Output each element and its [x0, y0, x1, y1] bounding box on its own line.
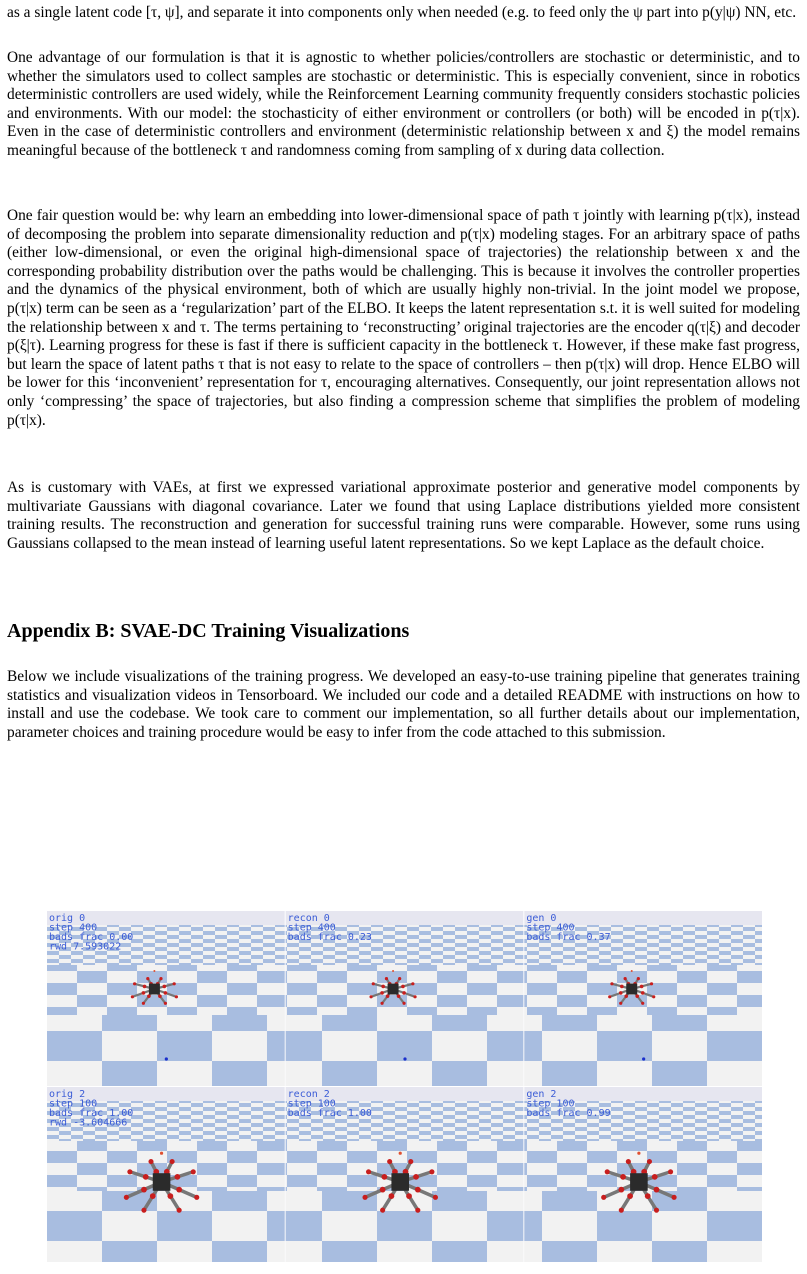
robot-foot [175, 995, 178, 998]
paragraph-vae-distributions: As is customary with VAEs, at first we expressed variational approximate posterior and generative model components by multivariate Gaussians with diagonal covariance. Later we found that using Laplace distributions yielded more consistent training results. The reconstruction and generation for successful training runs were comparable. However, some runs using Gaussians collapsed to the mean instead of learning useful latent representations. So we kept Laplace as the default choice. [7, 479, 800, 552]
robot-foot [124, 1195, 129, 1200]
panel-label-rwd: rwd -3.604666 [49, 1117, 128, 1129]
robot-joint [380, 991, 384, 995]
robot-joint [397, 994, 401, 998]
robot-foot [601, 1195, 606, 1200]
robot-body [391, 1173, 409, 1191]
robot-foot [194, 1195, 199, 1200]
robot-foot [170, 1159, 175, 1164]
robot-joint [620, 985, 624, 989]
goal-dot [403, 1057, 406, 1060]
robot-foot [402, 1002, 405, 1005]
robot-foot [366, 1169, 371, 1174]
robot-foot [127, 1169, 132, 1174]
target-marker [637, 1152, 640, 1155]
robot-foot [650, 982, 653, 985]
panel-label-step: step 400 [49, 922, 98, 934]
target-marker [160, 1152, 163, 1155]
panel-label-name: recon 0 [287, 913, 330, 924]
robot-joint [164, 991, 168, 995]
paragraph-latent-code: as a single latent code [τ, ψ], and separate it into components only when needed (e.g. to feed only the ψ part into p(y|ψ) NN, etc. [7, 4, 797, 21]
robot-foot [624, 977, 627, 980]
robot-foot [654, 1208, 659, 1213]
appendix-paragraph: Below we include visualizations of the training progress. We developed an easy-to-use training pipeline that generates training statistics and visualization videos in Tensorboard. We included our code and a detailed README with instructions on how to install and use the codebase. We took care to comment our implementation, so all further details about our implementation, parameter choices and training procedure would be easy to infer from the code attached to this submission. [7, 668, 800, 741]
robot-foot [191, 1169, 196, 1174]
robot-joint [175, 1174, 181, 1180]
robot-joint [406, 1193, 412, 1199]
robot-foot [148, 1159, 153, 1164]
robot-foot [131, 995, 134, 998]
panel-label-bads: bads frac 1.00 [49, 1108, 134, 1119]
robot-foot [415, 1208, 420, 1213]
robot-joint [386, 994, 390, 998]
robot-joint [143, 1174, 149, 1180]
panel-label-step: step 100 [287, 1098, 336, 1110]
robot-foot [398, 977, 401, 980]
robot-foot [141, 1208, 146, 1213]
robot-foot [619, 1208, 624, 1213]
robot-joint [141, 1187, 147, 1193]
panel-label-step: step 400 [287, 922, 336, 934]
panel-label-name: gen 0 [526, 913, 557, 924]
robot-foot [380, 1002, 383, 1005]
robot-foot [159, 977, 162, 980]
goal-dot [642, 1057, 645, 1060]
floor-near [286, 1015, 524, 1086]
robot-joint [143, 985, 147, 989]
robot-body [388, 984, 399, 995]
robot-foot [177, 1208, 182, 1213]
panel-label-bads: bads frac 1.00 [287, 1108, 372, 1119]
robot-body [149, 984, 160, 995]
robot-foot [652, 995, 655, 998]
floor-near [524, 1191, 762, 1262]
robot-joint [415, 1187, 421, 1193]
robot-joint [380, 1187, 386, 1193]
sim-panel-recon-0 [286, 911, 524, 1086]
robot-foot [411, 982, 414, 985]
robot-joint [620, 1174, 626, 1180]
robot-foot [610, 982, 613, 985]
robot-foot [605, 1169, 610, 1174]
sim-panel-orig-0 [47, 911, 285, 1086]
floor-near [524, 1015, 762, 1086]
paragraph-joint-embedding: One fair question would be: why learn an embedding into lower-dimensional space of path τ jointly with learning p(τ|x), instead of decomposing the problem into separate dimensionality reduction and p(τ|x) modeling stages. For an arbitrary space of paths (either low-dimensional, or even the original high-dimensional space of trajectories) the relationship between x and the corresponding probability distribution over the paths would be challenging. This is because it involves the controller properties and the dynamics of the physical environment, both of which are usually highly non-trivial. In the joint model we propose, p(τ|x) term can be seen as a ‘regularization’ part of the ELBO. It keeps the latent representation s.t. it is well suited for modeling the relationship between x and τ. The terms pertaining to ‘reconstructing’ original trajectories are the encoder q(τ|ξ) and decoder p(ξ|τ). Learning progress for these is fast if there is sufficient capacity in the bottleneck τ. However, if these make fast progress, but learn the space of latent paths τ that is not easy to relate to the space of controllers – then p(τ|x) will drop. Hence ELBO will be lower for this ‘inconvenient’ representation for τ, encouraging alternatives. Consequently, our joint representation allows not only ‘compressing’ the space of trajectories, but also finding a compression scheme that simplifies the problem of modeling p(τ|x). [7, 207, 800, 429]
robot-joint [163, 985, 167, 989]
goal-dot [165, 1057, 168, 1060]
appendix-heading: Appendix B: SVAE-DC Training Visualizations [7, 620, 410, 642]
robot-joint [624, 994, 628, 998]
panel-label-rwd: rwd 7.593022 [49, 941, 122, 953]
sim-panel-orig-2 [47, 1087, 285, 1262]
sim-panel-gen-0 [524, 911, 762, 1086]
robot-foot [408, 1159, 413, 1164]
panel-label-bads: bads frac 0.23 [287, 932, 372, 943]
robot-foot [173, 982, 176, 985]
sim-panel-gen-2 [524, 1087, 762, 1262]
robot-joint [635, 994, 639, 998]
robot-foot [668, 1169, 673, 1174]
robot-foot [641, 1002, 644, 1005]
robot-body [630, 1173, 648, 1191]
robot-foot [164, 1002, 167, 1005]
robot-foot [626, 1159, 631, 1164]
robot-joint [618, 1187, 624, 1193]
robot-body [626, 984, 637, 995]
robot-joint [402, 991, 406, 995]
robot-joint [652, 1174, 658, 1180]
robot-joint [645, 1193, 651, 1199]
robot-joint [413, 1174, 419, 1180]
robot-joint [158, 994, 162, 998]
robot-body [153, 1173, 171, 1191]
panel-label-step: step 400 [526, 922, 575, 934]
robot-foot [672, 1195, 677, 1200]
robot-joint [176, 1187, 182, 1193]
robot-joint [150, 1193, 156, 1199]
panel-label-step: step 100 [526, 1098, 575, 1110]
robot-foot [369, 995, 372, 998]
sim-panel-recon-2 [286, 1087, 524, 1262]
panel-label-step: step 100 [49, 1098, 98, 1110]
robot-joint [640, 985, 644, 989]
panel-label-name: gen 2 [526, 1089, 557, 1100]
robot-foot [413, 995, 416, 998]
robot-joint [382, 1174, 388, 1180]
robot-foot [433, 1195, 438, 1200]
floor-mid [286, 965, 524, 1015]
robot-foot [142, 1002, 145, 1005]
target-marker [631, 970, 633, 972]
robot-joint [641, 991, 645, 995]
panel-label-name: recon 2 [287, 1089, 330, 1100]
robot-foot [608, 995, 611, 998]
floor-mid [47, 965, 285, 1015]
robot-foot [380, 1208, 385, 1213]
floor-mid [524, 965, 762, 1015]
robot-foot [146, 977, 149, 980]
robot-foot [372, 982, 375, 985]
robot-joint [381, 985, 385, 989]
robot-foot [362, 1195, 367, 1200]
robot-joint [401, 985, 405, 989]
robot-joint [147, 994, 151, 998]
robot-joint [389, 1193, 395, 1199]
floor-near [47, 1191, 285, 1262]
panel-label-bads: bads frac 0.99 [526, 1108, 611, 1119]
robot-joint [142, 991, 146, 995]
floor-near [47, 1015, 285, 1086]
robot-joint [654, 1187, 660, 1193]
robot-foot [619, 1002, 622, 1005]
target-marker [399, 1152, 402, 1155]
robot-joint [619, 991, 623, 995]
robot-foot [133, 982, 136, 985]
robot-joint [627, 1193, 633, 1199]
robot-foot [385, 977, 388, 980]
panel-label-name: orig 2 [49, 1089, 86, 1100]
robot-foot [647, 1159, 652, 1164]
robot-foot [387, 1159, 392, 1164]
robot-joint [167, 1193, 173, 1199]
robot-foot [429, 1169, 434, 1174]
floor-near [286, 1191, 524, 1262]
target-marker [392, 970, 394, 972]
target-marker [153, 970, 155, 972]
paragraph-formulation-advantage: One advantage of our formulation is that it is agnostic to whether policies/controllers are stochastic or deterministic, and to whether the simulators used to collect samples are stochastic or deterministic. This is especially convenient, since in robotics deterministic controllers are used widely, while the Reinforcement Learning community frequently considers stochastic policies and environments. With our model: the stochasticity of either environment or controllers (or both) will be encoded in p(τ|x). Even in the case of deterministic controllers and environment (deterministic relationship between x and ξ) the model remains meaningful because of the bottleneck τ and randomness coming from sampling of x during data collection. [7, 49, 800, 159]
panel-label-name: orig 0 [49, 913, 86, 924]
training-visualization-figure [47, 911, 763, 1262]
panel-label-bads: bads frac 0.37 [526, 932, 611, 943]
robot-foot [637, 977, 640, 980]
panel-label-bads: bads frac 0.00 [49, 932, 134, 943]
